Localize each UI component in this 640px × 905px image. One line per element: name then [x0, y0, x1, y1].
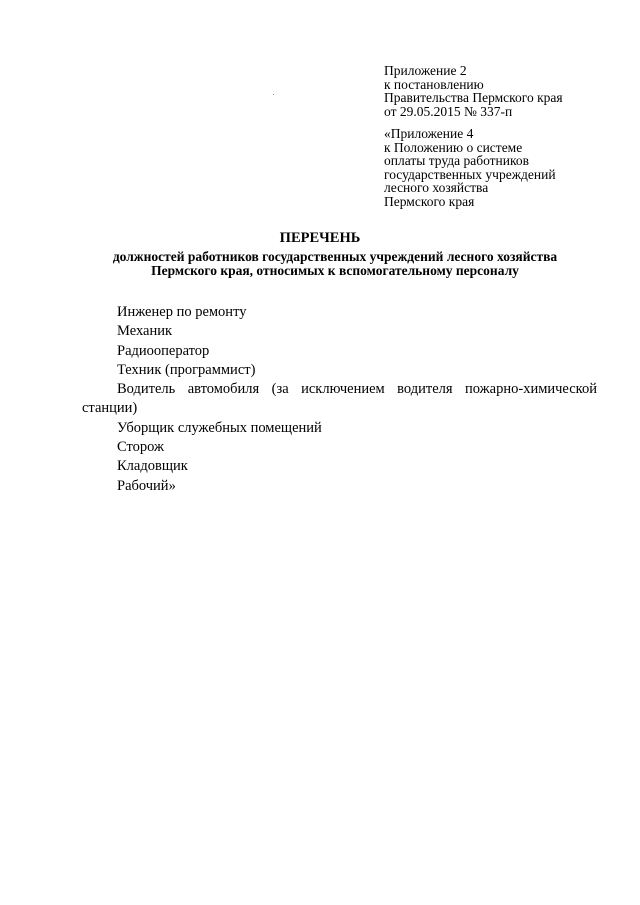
- position-item-line: Водитель автомобиля (за исключением водителя пожарно-химической: [117, 381, 597, 398]
- appendix-2-line: Приложение 2: [384, 63, 467, 78]
- appendix-4-line: к Положению о системе: [384, 139, 523, 155]
- position-item: Рабочий»: [117, 477, 176, 494]
- position-item: Уборщик служебных помещений: [117, 419, 322, 436]
- position-item: Радиооператор: [117, 342, 210, 359]
- position-item-driver: [0, 380, 640, 419]
- subtitle-line: Пермского края, относимых к вспомогательному персоналу: [151, 262, 519, 278]
- appendix-4-line: «Приложение 4: [384, 126, 474, 141]
- positions-list: [0, 303, 640, 496]
- appendix-4-line: государственных учреждений: [384, 166, 556, 182]
- appendix-4-line: лесного хозяйства: [384, 180, 489, 195]
- appendix-2-line: от 29.05.2015 № 337-п: [384, 103, 513, 119]
- position-item: Кладовщик: [117, 458, 188, 475]
- document-title: ПЕРЕЧЕНЬ: [279, 230, 361, 246]
- appendix-2-line: к постановлению: [384, 76, 484, 92]
- appendix-2-header: [384, 64, 563, 118]
- document-subtitle: [75, 250, 595, 277]
- position-item: Сторож: [117, 439, 165, 456]
- position-item: Инженер по ремонту: [117, 304, 247, 320]
- appendix-4-line: оплаты труда работников: [384, 153, 529, 168]
- position-item: Техник (программист): [117, 361, 256, 378]
- appendix-4-header: [384, 127, 556, 208]
- position-item: Механик: [117, 323, 173, 340]
- subtitle-line: должностей работников государственных учреждений лесного хозяйства: [112, 249, 558, 264]
- appendix-2-line: Правительства Пермского края: [384, 90, 563, 105]
- appendix-4-line: Пермского края: [384, 193, 475, 209]
- scan-speck: [273, 94, 274, 95]
- position-item-line: станции): [82, 400, 138, 417]
